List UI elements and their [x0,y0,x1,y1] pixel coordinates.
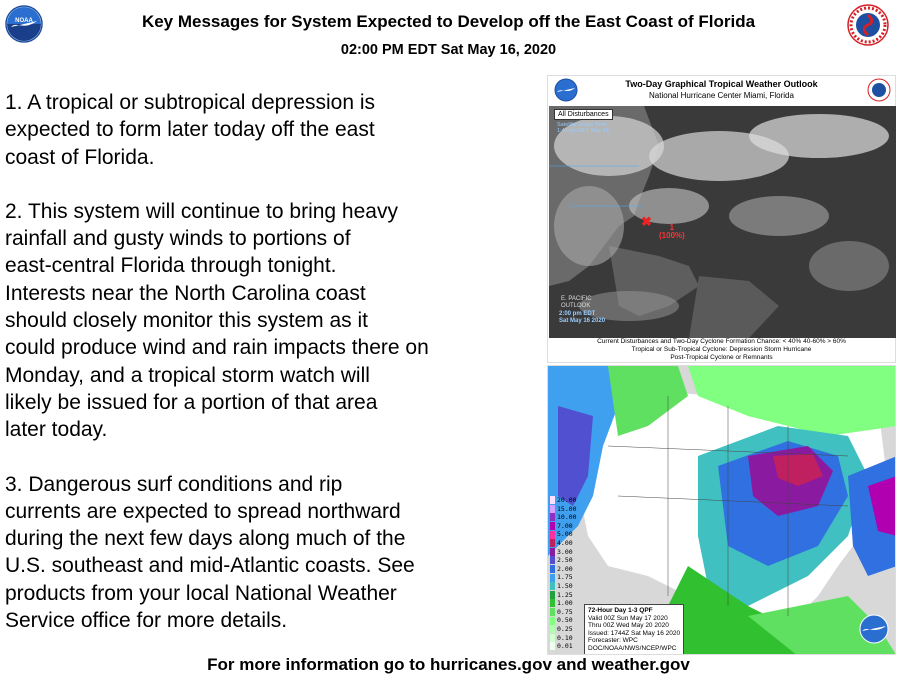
qpf-scale-label: 3.00 [557,547,573,556]
qpf-scale-swatch [550,617,555,625]
qpf-scale-item [550,513,578,522]
qpf-scale-swatch [550,625,555,633]
qpf-scale-swatch [550,642,555,650]
qpf-scale-label: 1.00 [557,599,573,608]
qpf-scale-item [550,530,578,539]
qpf-scale-swatch [550,522,555,530]
footer-info: For more information go to hurricanes.gov and weather.gov [207,655,690,674]
qpf-color-scale [550,496,578,651]
qpf-scale-label: 4.00 [557,538,573,547]
qpf-scale-swatch [550,582,555,590]
qpf-info-issued: Issued: 1744Z Sat May 16 2020 [588,629,681,637]
qpf-scale-label: 5.00 [557,530,573,539]
qpf-scale-label: 1.25 [557,590,573,599]
qpf-info-forecaster: Forecaster: WPC [588,637,638,644]
qpf-scale-item [550,573,578,582]
qpf-scale-label: 10.00 [557,513,577,522]
qpf-scale-label: 0.01 [557,642,573,651]
qpf-scale-label: 2.00 [557,564,573,573]
qpf-scale-swatch [550,548,555,556]
qpf-scale-swatch [550,574,555,582]
svg-text:NOAA: NOAA [15,18,33,24]
outlook-time-label: 2:00 pm EDT Sat May 16 2020 [559,311,606,324]
page-title: Key Messages for System Expected to Develop off the East Coast of Florida [141,12,756,31]
outlook-subtitle: National Hurricane Center Miami, Florida [649,91,794,100]
legend-line-1: Current Disturbances and Two-Day Cyclone Formation Chance: < 40% 40-60% > 60% [597,338,846,345]
qpf-info-agency: DOC/NOAA/NWS/NCEP/WPC [588,644,677,652]
qpf-scale-label: 7.00 [557,521,573,530]
qpf-scale-item [550,582,578,591]
qpf-scale-label: 0.25 [557,624,573,633]
qpf-scale-item [550,634,578,643]
qpf-scale-swatch [550,565,555,573]
qpf-scale-swatch [550,591,555,599]
outlook-legend [548,338,895,362]
satellite-image [549,106,896,338]
qpf-scale-swatch [550,496,555,504]
tropical-outlook-graphic [547,75,896,363]
pacific-outlook-label: E. PACIFIC OUTLOOK [561,296,592,309]
qpf-scale-item [550,642,578,651]
disturbance-chance: (100%) [659,231,685,240]
qpf-scale-swatch [550,531,555,539]
qpf-scale-item [550,548,578,557]
qpf-info-valid: Valid 00Z Sun May 17 2020 [588,614,668,622]
legend-line-3: Post-Tropical Cyclone or Remnants [670,354,773,361]
qpf-scale-item [550,591,578,600]
qpf-scale-swatch [550,634,555,642]
qpf-scale-item [550,556,578,565]
qpf-info-title: 72-Hour Day 1-3 QPF [588,607,653,614]
qpf-info-box [584,604,684,655]
qpf-scale-swatch [550,513,555,521]
qpf-scale-label: 1.50 [557,581,573,590]
key-message-3: 3. Dangerous surf conditions and rip currents are expected to spread northward during the next few days along much of the U.S. southeast and mid-Atlantic coasts. See products from your local National Weather Service office for more details. [5,472,415,633]
qpf-noaa-logo [859,614,889,644]
qpf-scale-swatch [550,556,555,564]
qpf-scale-label: 1.75 [557,573,573,582]
satellite-time-label: Satellite Image Time 1:40 pm EDT May 16 [557,122,609,134]
page-subtitle: 02:00 PM EDT Sat May 16, 2020 [340,42,557,58]
qpf-scale-item [550,496,578,505]
key-message-2: 2. This system will continue to bring heavy rainfall and gusty winds to portions of east-central Florida through tonight. Interests near the North Carolina coast should closely monitor this system as it could produce wind and rain impacts there on Monday, and a tropical storm watch will likely be issued for a portion of that area later today. [5,199,429,442]
outlook-satellite-map [549,106,896,338]
qpf-scale-swatch [550,599,555,607]
disturbance-label [659,224,685,240]
all-disturbances-label: All Disturbances [554,109,613,120]
qpf-scale-item [550,625,578,634]
qpf-scale-swatch [550,505,555,513]
qpf-scale-swatch [550,539,555,547]
key-message-1: 1. A tropical or subtropical depression is expected to form later today off the east coast of Florida. [5,91,376,169]
disturbance-number: 1 [669,223,675,232]
legend-line-2: Tropical or Sub-Tropical Cyclone: Depression Storm Hurricane [631,346,812,353]
disturbance-x-icon: ✖ [641,214,652,229]
key-messages [5,89,505,661]
qpf-info-thru: Thru 00Z Wed May 20 2020 [588,622,669,629]
outlook-title: Two-Day Graphical Tropical Weather Outlook [625,79,818,89]
qpf-scale-label: 20.00 [557,496,577,504]
qpf-scale-label: 2.50 [557,556,573,565]
qpf-scale-item [550,505,578,514]
qpf-scale-item [550,565,578,574]
qpf-scale-item [550,599,578,608]
qpf-scale-label: 0.75 [557,607,573,616]
nws-logo [847,4,889,46]
qpf-scale-swatch [550,608,555,616]
qpf-scale-item [550,608,578,617]
qpf-map [547,365,896,655]
qpf-scale-label: 0.10 [557,633,573,642]
noaa-logo [5,5,43,43]
qpf-scale-item [550,539,578,548]
qpf-scale-label: 15.00 [557,504,577,513]
qpf-scale-item [550,616,578,625]
qpf-scale-label: 0.50 [557,616,573,625]
qpf-scale-item [550,522,578,531]
